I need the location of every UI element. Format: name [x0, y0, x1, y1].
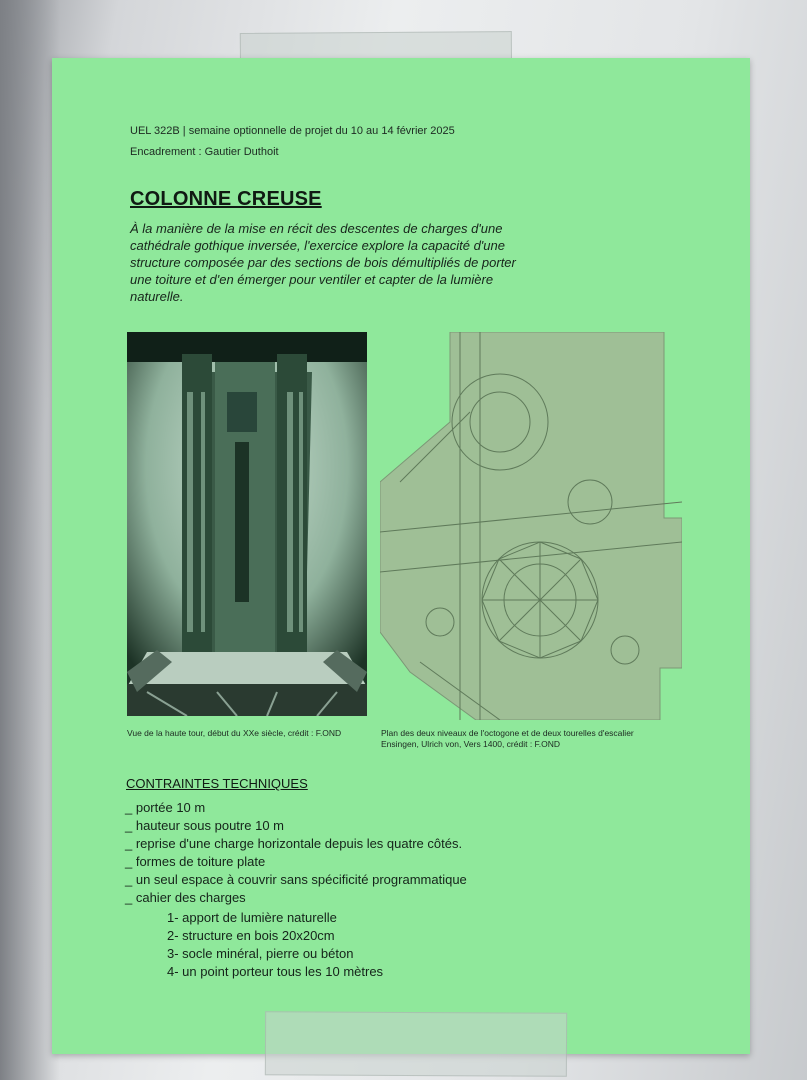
intro-paragraph: À la manière de la mise en récit des descentes de charges d'une cathédrale gothique inversée, l'exercice explore la capacité d'une structure composée par des sections de bois démultipliés de porter une toiture et d'en émerger pour ventiler et capter de la lumière naturelle.: [130, 221, 516, 304]
plan-caption-line1: Plan des deux niveaux de l'octogone et de deux tourelles d'escalier: [381, 728, 634, 738]
list-item: 3- socle minéral, pierre ou béton: [167, 946, 354, 961]
green-poster-sheet: [52, 58, 750, 1054]
list-item: _ un seul espace à couvrir sans spécificité programmatique: [125, 872, 467, 887]
list-item: _ portée 10 m: [125, 800, 206, 815]
constraints-heading: CONTRAINTES TECHNIQUES: [126, 776, 308, 791]
requirements-list: [167, 909, 383, 981]
list-item: 4- un point porteur tous les 10 mètres: [167, 964, 384, 979]
wall-shadow: [0, 0, 60, 1080]
tower-photo: [127, 332, 367, 716]
page-title: COLONNE CREUSE: [130, 188, 322, 210]
list-item: 2- structure en bois 20x20cm: [167, 928, 335, 943]
octagon-plan-drawing: [380, 332, 682, 720]
plan-caption-line2: Ensingen, Ulrich von, Vers 1400, crédit : F.OND: [381, 739, 561, 749]
plan-caption: [381, 728, 681, 750]
photo-caption: Vue de la haute tour, début du XXe siècle, crédit : F.OND: [127, 728, 342, 738]
adhesive-tape-bottom: [265, 1011, 567, 1077]
course-info: UEL 322B | semaine optionnelle de projet du 10 au 14 février 2025: [130, 125, 455, 137]
supervisor-info: Encadrement : Gautier Duthoit: [130, 146, 279, 158]
list-item: 1- apport de lumière naturelle: [167, 910, 337, 925]
constraints-list: [125, 799, 467, 907]
list-item: _ cahier des charges: [125, 890, 246, 905]
list-item: _ hauteur sous poutre 10 m: [125, 818, 284, 833]
list-item: _ reprise d'une charge horizontale depuis les quatre côtés.: [125, 836, 463, 851]
plan-illustration: [380, 332, 682, 720]
list-item: _ formes de toiture plate: [125, 854, 266, 869]
tower-illustration: [127, 332, 367, 716]
